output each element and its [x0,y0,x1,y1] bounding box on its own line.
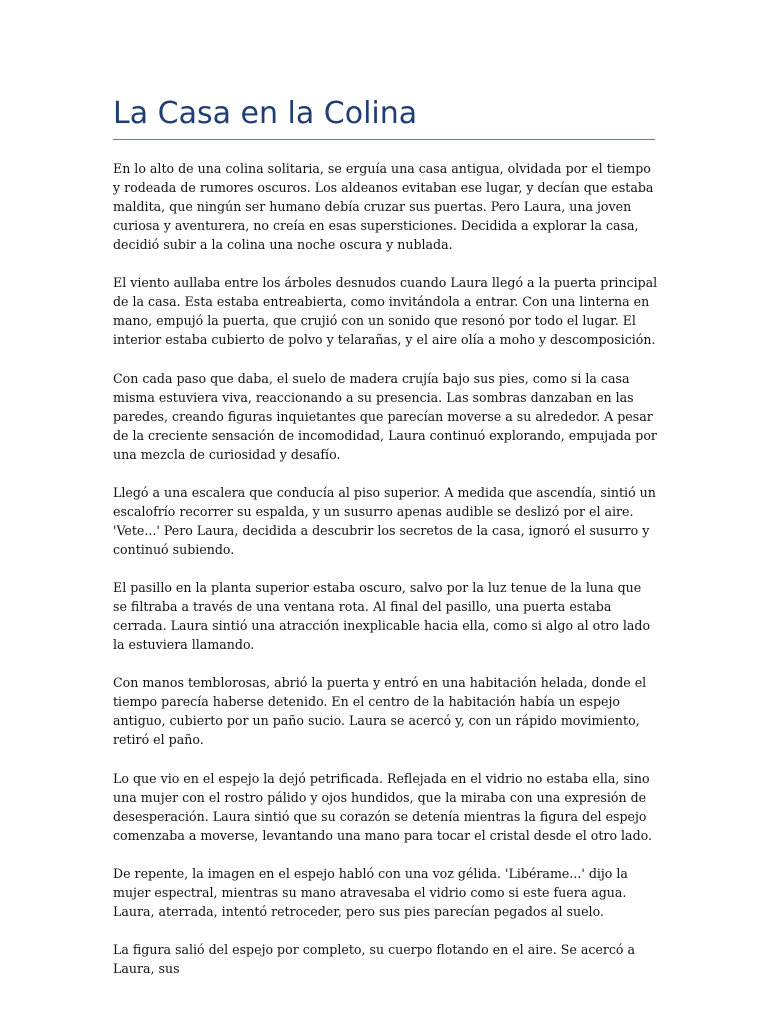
title-underline-rule [113,139,655,140]
document-title: La Casa en la Colina [113,96,418,131]
paragraph-5: El pasillo en la planta superior estaba oscuro, salvo por la luz tenue de la luna que se filtraba a través de una ventana rota. Al final del pasillo, una puerta estaba cerrada. Laura sintió una atracción inexplicable hacia ella, como si algo al otro lado la estuviera llamando. [113,580,651,653]
paragraph-1: En lo alto de una colina solitaria, se erguía una casa antigua, olvidada por el tiempo y rodeada de rumores oscuros. Los aldeanos evitaban ese lugar, y decían que estaba maldita, que ningún ser humano debía cruzar sus puertas. Pero Laura, una joven curiosa y aventurera, no creía en esas supersticiones. Decidida a explorar la casa, decidió subir a la colina una noche oscura y nublada. [113,161,654,253]
paragraph-8: De repente, la imagen en el espejo habló con una voz gélida. 'Libérame...' dijo la mujer espectral, mientras su mano atravesaba el vidrio como si este fuera agua. Laura, aterrada, intentó retroceder, pero sus pies parecían pegados al suelo. [113,865,628,919]
paragraph-3: Con cada paso que daba, el suelo de madera crujía bajo sus pies, como si la casa misma estuviera viva, reaccionando a su presencia. Las sombras danzaban en las paredes, creando figuras inquietantes que parecían moverse a su alrededor. A pesar de la creciente sensación de incomodidad, Laura continuó explorando, empujada por una mezcla de curiosidad y desafío. [113,370,657,462]
paragraph-4: Llegó a una escalera que conducía al piso superior. A medida que ascendía, sintió un escalofrío recorrer su espalda, y un susurro apenas audible se deslizó por el aire. 'Vete...' Pero Laura, decidida a descubrir los secretos de la casa, ignoró el susurro y continuó subiendo. [113,484,656,557]
paragraph-7: Lo que vio en el espejo la dejó petrificada. Reflejada en el vidrio no estaba ella, sino una mujer con el rostro pálido y ojos hundidos, que la miraba con una expresión de desesperación. Laura sintió que su corazón se detenía mientras la figura del espejo comenzaba a moverse, levantando una mano para tocar el cristal desde el otro lado. [113,770,652,843]
document-body [113,159,658,997]
paragraph-2: El viento aullaba entre los árboles desnudos cuando Laura llegó a la puerta principal de la casa. Esta estaba entreabierta, como invitándola a entrar. Con una linterna en mano, empujó la puerta, que crujió con un sonido que resonó por todo el lugar. El interior estaba cubierto de polvo y telarañas, y el aire olía a moho y descomposición. [113,275,658,348]
paragraph-9: La figura salió del espejo por completo, su cuerpo flotando en el aire. Se acercó a Laura, sus [113,941,635,976]
paragraph-6: Con manos temblorosas, abrió la puerta y entró en una habitación helada, donde el tiempo parecía haberse detenido. En el centro de la habitación había un espejo antiguo, cubierto por un paño sucio. Laura se acercó y, con un rápido movimiento, retiró el paño. [113,675,647,748]
